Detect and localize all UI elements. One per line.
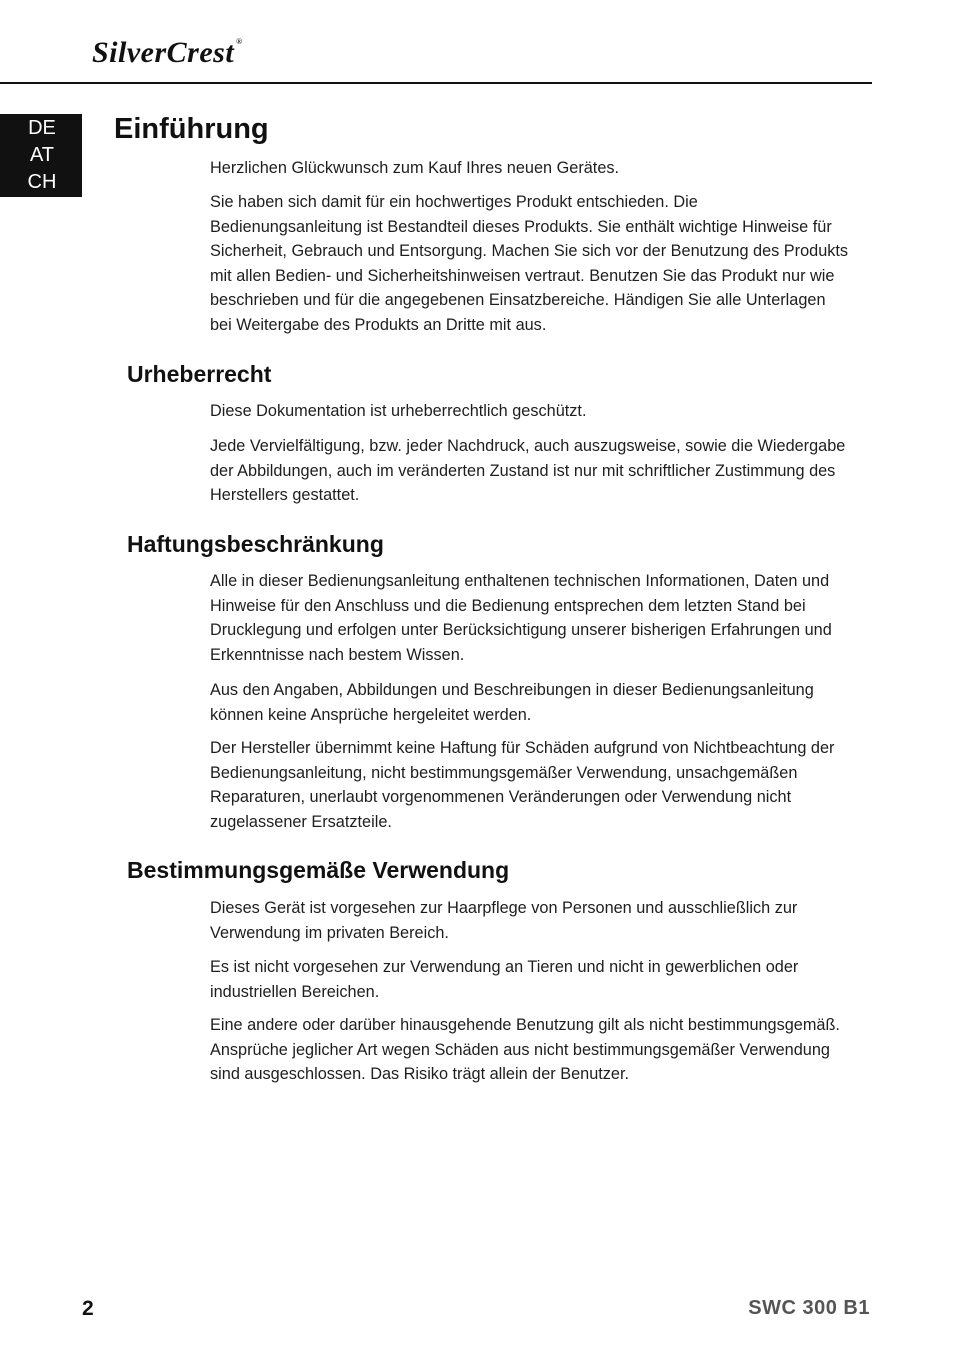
heading-urheberrecht: Urheberrecht — [127, 361, 272, 387]
lang-ch: CH — [27, 171, 57, 193]
haftung-paragraph-1: Alle in dieser Bedienungsanleitung enthaltenen technischen Informationen, Daten und Hinweise für den Anschluss und die Bedienung entsprechen dem letzten Stand bei Drucklegung und erfolgen unter Berücksichtigung unserer bisherigen Erfahrungen und Erkenntnisse nach bestem Wissen. — [210, 572, 832, 664]
page-number: 2 — [82, 1297, 94, 1320]
verwendung-paragraph-2: Es ist nicht vorgesehen zur Verwendung an Tieren und nicht in gewerblichen oder industriellen Bereichen. — [210, 958, 799, 1001]
heading-bestimmungsgemaesse-verwendung: Bestimmungsgemäße Verwendung — [127, 857, 510, 883]
language-tab — [0, 114, 82, 197]
brand-name: SilverCrest — [92, 36, 235, 69]
heading-haftungsbeschraenkung: Haftungsbeschränkung — [127, 531, 384, 557]
verwendung-paragraph-3: Eine andere oder darüber hinausgehende Benutzung gilt als nicht bestimmungsgemäß. Ansprüche jeglicher Art wegen Schäden aus nicht bestimmungsgemäßer Verwendung sind ausgeschlossen. Das Risiko trägt allein der Benutzer. — [210, 1016, 840, 1084]
lang-at: AT — [29, 144, 55, 166]
registered-mark: ® — [236, 37, 243, 46]
model-number: SWC 300 B1 — [748, 1297, 870, 1319]
intro-paragraph-1: Herzlichen Glückwunsch zum Kauf Ihres neuen Gerätes. — [210, 159, 620, 177]
haftung-paragraph-3: Der Hersteller übernimmt keine Haftung für Schäden aufgrund von Nichtbeachtung der Bedienungsanleitung, nicht bestimmungsgemäßer Verwendung, unsachgemäßen Reparaturen, unerlaubt vorgenommenen Veränderungen oder Verwendung nicht zugelassener Ersatzteile. — [210, 739, 835, 831]
header-rule — [0, 82, 872, 84]
brand-logo — [92, 38, 243, 68]
urheberrecht-paragraph-2: Jede Vervielfältigung, bzw. jeder Nachdruck, auch auszugsweise, sowie die Wiedergabe der Abbildungen, auch im veränderten Zustand ist nur mit schriftlicher Zustimmung des Herstellers gestattet. — [210, 437, 846, 505]
verwendung-paragraph-1: Dieses Gerät ist vorgesehen zur Haarpflege von Personen und ausschließlich zur Verwendung im privaten Bereich. — [210, 899, 798, 942]
haftung-paragraph-2: Aus den Angaben, Abbildungen und Beschreibungen in dieser Bedienungsanleitung können keine Ansprüche hergeleitet werden. — [210, 681, 814, 724]
page-title: Einführung — [114, 113, 269, 145]
intro-paragraph-2: Sie haben sich damit für ein hochwertiges Produkt entschieden. Die Bedienungsanleitung ist Bestandteil dieses Produkts. Sie enthält wichtige Hinweise für Sicherheit, Gebrauch und Entsorgung. Machen Sie sich vor der Benutzung des Produkts mit allen Bedien- und Sicherheitshinweisen vertraut. Benutzen Sie das Produkt nur wie beschrieben und für die angegebenen Einsatzbereiche. Händigen Sie alle Unterlagen bei Weitergabe des Produkts an Dritte mit aus. — [210, 193, 849, 334]
urheberrecht-paragraph-1: Diese Dokumentation ist urheberrechtlich geschützt. — [210, 402, 587, 420]
lang-de: DE — [28, 117, 56, 139]
